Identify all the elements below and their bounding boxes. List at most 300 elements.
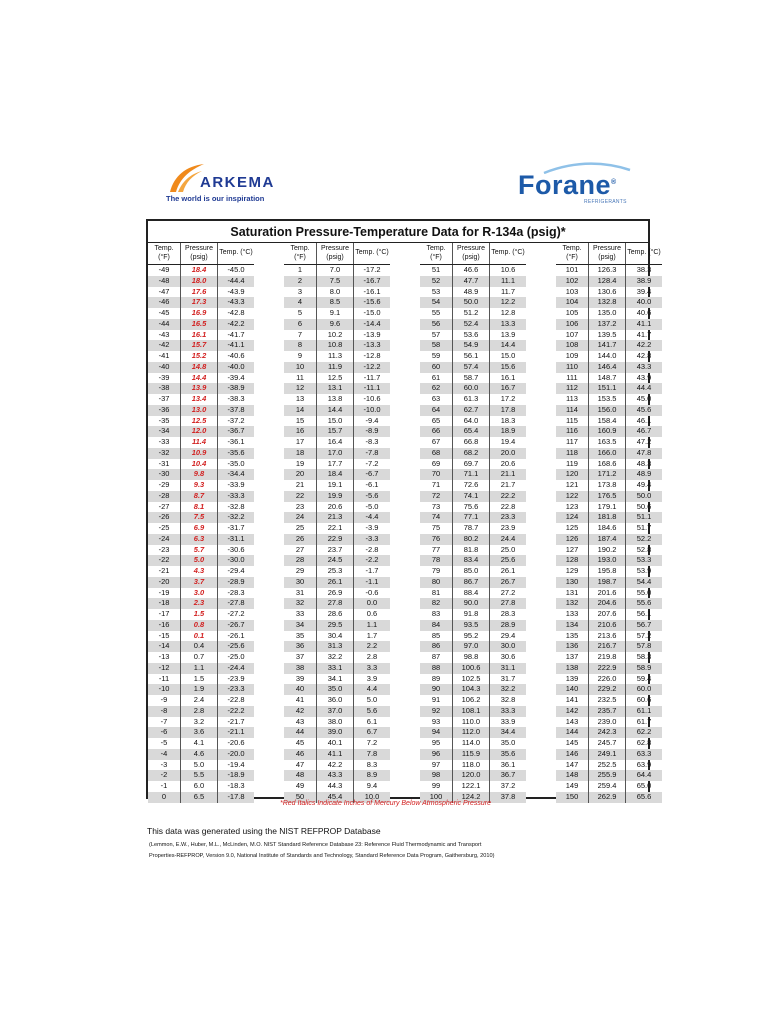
table-row (420, 684, 526, 695)
temp-c-cell: 35.6 (500, 748, 516, 758)
table-row (148, 663, 254, 674)
pressure-cell: 141.7 (588, 340, 626, 351)
temp-f-cell: 26 (295, 533, 305, 543)
table-row (556, 609, 662, 620)
temp-f-cell: 81 (431, 587, 441, 597)
table-row (284, 663, 390, 674)
temp-c-cell: 0.6 (366, 609, 378, 618)
table-row (556, 566, 662, 577)
temp-f-cell: 78 (431, 555, 441, 565)
table-row (284, 598, 390, 609)
pressure-cell: 115.9 (452, 749, 490, 760)
pressure-cell: 16.5 (180, 319, 218, 330)
temp-c-cell: -36.7 (227, 426, 245, 436)
pressure-cell: 40.1 (316, 738, 354, 749)
temp-c-cell: 35.0 (500, 738, 516, 747)
temp-f-cell: 46 (295, 748, 305, 758)
pressure-cell: 120.0 (452, 770, 490, 781)
pressure-cell: 17.0 (316, 448, 354, 459)
pressure-cell: 8.0 (316, 287, 354, 298)
table-row (420, 437, 526, 448)
temp-c-cell: 6.1 (366, 716, 378, 726)
temp-f-cell: -32 (158, 447, 170, 457)
table-row (284, 523, 390, 534)
table-row (284, 577, 390, 588)
temp-f-cell: 85 (431, 630, 441, 640)
temp-c-cell: 3.3 (366, 662, 378, 672)
forane-logo (512, 160, 640, 210)
table-row (284, 491, 390, 502)
pressure-cell: 13.0 (180, 405, 218, 416)
temp-c-cell: 47.8 (636, 447, 652, 457)
temp-f-cell: 95 (431, 738, 441, 747)
temp-c-cell: 0.0 (366, 598, 378, 608)
temp-c-cell: 41.7 (636, 329, 652, 339)
table-row (556, 330, 662, 341)
table-row (284, 684, 390, 695)
table-row (148, 588, 254, 599)
source-title: This data was generated using the NIST REFPROP Database (147, 826, 381, 836)
temp-c-cell: 40.6 (636, 308, 652, 317)
table-title: Saturation Pressure-Temperature Data for R-134a (psig)* (148, 221, 648, 243)
table-row (284, 512, 390, 523)
table-row (148, 308, 254, 319)
temp-f-cell: 108 (565, 340, 579, 350)
temp-f-cell: 73 (431, 501, 441, 511)
pressure-cell: 239.0 (588, 717, 626, 728)
pressure-cell: 37.0 (316, 706, 354, 717)
pressure-cell: 15.7 (316, 426, 354, 437)
table-row (420, 512, 526, 523)
temp-f-cell: 56 (431, 318, 441, 328)
temp-f-cell: 57 (431, 329, 441, 339)
forane-wordmark: Forane® (518, 170, 617, 200)
pressure-cell: 35.0 (316, 684, 354, 695)
temp-c-cell: 43.9 (636, 372, 652, 382)
temp-f-cell: 71 (431, 480, 441, 489)
temp-c-cell: 20.0 (500, 447, 516, 457)
temp-f-cell: -26 (158, 512, 170, 522)
table-row (148, 598, 254, 609)
temp-f-cell: 120 (565, 469, 579, 479)
table-row (148, 706, 254, 717)
pressure-cell: 181.8 (588, 512, 626, 523)
table-row (284, 502, 390, 513)
table-row (420, 609, 526, 620)
table-row (148, 727, 254, 738)
table-row (148, 426, 254, 437)
temp-c-cell: 59.4 (636, 673, 652, 683)
pressure-cell: 16.4 (316, 437, 354, 448)
temp-c-cell: -26.1 (227, 630, 245, 640)
temp-c-cell: 57.8 (636, 641, 652, 651)
temp-f-cell: 13 (295, 394, 305, 403)
temp-f-cell: -21 (158, 566, 170, 575)
table-row (148, 760, 254, 771)
pressure-cell: 144.0 (588, 351, 626, 362)
temp-f-cell: 67 (431, 437, 441, 446)
table-row (284, 631, 390, 642)
pressure-cell: 5.7 (180, 545, 218, 556)
temp-c-cell: 23.9 (500, 523, 516, 532)
table-row (556, 362, 662, 373)
temp-c-cell: -8.3 (365, 437, 379, 446)
temp-f-cell: 128 (565, 555, 579, 565)
temp-f-cell: 130 (565, 576, 579, 586)
pressure-cell: 6.5 (180, 792, 218, 803)
temp-f-cell: 44 (295, 727, 305, 737)
temp-c-cell: 16.1 (500, 372, 516, 382)
temp-c-cell: 15.6 (500, 361, 516, 371)
temp-c-cell: 37.8 (500, 791, 516, 801)
temp-c-cell: 30.6 (500, 652, 516, 661)
pressure-cell: 10.2 (316, 330, 354, 341)
table-row (556, 631, 662, 642)
pressure-cell: 14.4 (180, 373, 218, 384)
table-row (148, 276, 254, 287)
table-row (148, 265, 254, 276)
pressure-cell: 83.4 (452, 555, 490, 566)
pressure-cell: 104.3 (452, 684, 490, 695)
temp-f-cell: 129 (565, 566, 579, 575)
temp-c-cell: -15.0 (363, 308, 381, 317)
temp-c-cell: 7.2 (366, 738, 378, 747)
temp-c-cell: -13.3 (363, 340, 381, 350)
temp-f-cell: 27 (295, 544, 305, 554)
table-row (284, 416, 390, 427)
temp-c-cell: 1.1 (366, 619, 378, 629)
temp-c-cell: 55.0 (636, 587, 652, 597)
pressure-cell: 18.4 (180, 265, 218, 276)
pressure-cell: 0.1 (180, 631, 218, 642)
table-row (148, 781, 254, 792)
temp-f-cell: 17 (295, 437, 305, 446)
column-header: Temp. (°F) (562, 245, 582, 261)
temp-f-cell: 19 (295, 458, 305, 468)
pressure-cell: 2.8 (180, 706, 218, 717)
table-header (420, 243, 526, 265)
temp-f-cell: 132 (565, 598, 579, 608)
temp-c-cell: 62.8 (636, 738, 652, 747)
pressure-cell: 19.9 (316, 491, 354, 502)
table-row (148, 523, 254, 534)
temp-f-cell: 125 (565, 523, 579, 532)
table-row (284, 448, 390, 459)
table-row (148, 491, 254, 502)
table-row (420, 781, 526, 792)
pressure-cell: 2.4 (180, 695, 218, 706)
pressure-cell: 184.6 (588, 523, 626, 534)
table-row (148, 738, 254, 749)
pressure-cell: 90.0 (452, 598, 490, 609)
table-row (284, 287, 390, 298)
temp-c-cell: -33.3 (227, 490, 245, 500)
table-row (420, 319, 526, 330)
temp-f-cell: 40 (295, 684, 305, 694)
temp-c-cell: -23.3 (227, 684, 245, 694)
temp-f-cell: 49 (295, 781, 305, 790)
table-row (148, 620, 254, 631)
pressure-cell: 20.6 (316, 502, 354, 513)
temp-c-cell: -16.1 (363, 286, 381, 296)
temp-f-cell: 89 (431, 673, 441, 683)
temp-f-cell: 140 (565, 684, 579, 694)
column-header: Pressure (psig) (316, 243, 354, 264)
temp-f-cell: 141 (565, 695, 579, 704)
temp-c-cell: -32.2 (227, 512, 245, 522)
table-row (420, 276, 526, 287)
table-row (148, 416, 254, 427)
temp-f-cell: 3 (297, 286, 303, 296)
temp-c-cell: -41.7 (227, 329, 245, 339)
pressure-cell: 71.1 (452, 469, 490, 480)
table-row (556, 469, 662, 480)
pressure-cell: 7.0 (316, 265, 354, 276)
pressure-cell: 5.0 (180, 760, 218, 771)
temp-f-cell: -4 (160, 748, 168, 758)
temp-c-cell: 65.0 (636, 781, 652, 790)
table-row (148, 534, 254, 545)
temp-c-cell: 62.2 (636, 727, 652, 737)
table-row (420, 631, 526, 642)
temp-f-cell: 0 (161, 791, 167, 801)
table-row (284, 727, 390, 738)
table-row (148, 609, 254, 620)
temp-f-cell: -5 (160, 738, 168, 747)
temp-f-cell: 65 (431, 415, 441, 425)
table-row (420, 308, 526, 319)
table-row (556, 394, 662, 405)
pressure-cell: 98.8 (452, 652, 490, 663)
temp-f-cell: 149 (565, 781, 579, 790)
temp-c-cell: -29.4 (227, 566, 245, 575)
temp-c-cell: -22.2 (227, 705, 245, 715)
pressure-cell: 16.1 (180, 330, 218, 341)
pressure-cell: 17.7 (316, 459, 354, 470)
temp-c-cell: 21.7 (500, 480, 516, 489)
temp-f-cell: 20 (295, 469, 305, 479)
pressure-cell: 2.3 (180, 598, 218, 609)
table-row (284, 706, 390, 717)
temp-c-cell: -14.4 (363, 318, 381, 328)
temp-c-cell: 45.0 (636, 394, 652, 403)
pressure-cell: 69.7 (452, 459, 490, 470)
table-row (284, 362, 390, 373)
temp-f-cell: -17 (158, 609, 170, 618)
table-row (284, 652, 390, 663)
table-row (148, 577, 254, 588)
temp-f-cell: 25 (295, 523, 305, 532)
temp-f-cell: 37 (295, 652, 305, 661)
temp-c-cell: 2.2 (366, 641, 378, 651)
table-row (284, 738, 390, 749)
pressure-cell: 204.6 (588, 598, 626, 609)
pressure-cell: 58.7 (452, 373, 490, 384)
table-row (556, 491, 662, 502)
temp-f-cell: 86 (431, 641, 441, 651)
temp-c-cell: 13.9 (500, 329, 516, 339)
pressure-cell: 17.6 (180, 287, 218, 298)
table-row (556, 770, 662, 781)
temp-f-cell: 28 (295, 555, 305, 565)
table-row (420, 426, 526, 437)
temp-c-cell: 32.2 (500, 684, 516, 694)
temp-c-cell: 6.7 (366, 727, 378, 737)
table-row (420, 577, 526, 588)
table-row (284, 330, 390, 341)
temp-f-cell: 8 (297, 340, 303, 350)
temp-c-cell: 47.2 (636, 437, 652, 446)
pressure-cell: 60.0 (452, 383, 490, 394)
table-row (420, 351, 526, 362)
table-row (420, 340, 526, 351)
temp-f-cell: -30 (158, 469, 170, 479)
pressure-cell: 29.5 (316, 620, 354, 631)
temp-c-cell: -31.7 (227, 523, 245, 532)
temp-f-cell: -48 (158, 275, 170, 285)
temp-f-cell: 109 (565, 351, 579, 360)
temp-f-cell: 101 (565, 265, 579, 274)
temp-c-cell: -30.0 (227, 555, 245, 565)
temp-c-cell: 44.4 (636, 383, 652, 393)
temp-f-cell: 35 (295, 630, 305, 640)
table-row (556, 555, 662, 566)
temp-c-cell: 18.3 (500, 415, 516, 425)
temp-f-cell: -43 (158, 329, 170, 339)
pressure-cell: 26.9 (316, 588, 354, 599)
temp-c-cell: 57.2 (636, 630, 652, 640)
temp-c-cell: 25.6 (500, 555, 516, 565)
temp-c-cell: -40.6 (227, 351, 245, 360)
pressure-cell: 43.3 (316, 770, 354, 781)
pressure-cell: 77.1 (452, 512, 490, 523)
temp-c-cell: -19.4 (227, 759, 245, 769)
temp-f-cell: 121 (565, 480, 579, 489)
table-row (148, 351, 254, 362)
table-row (556, 340, 662, 351)
temp-f-cell: 31 (295, 587, 305, 597)
table-row (420, 330, 526, 341)
temp-c-cell: -40.0 (227, 361, 245, 371)
pressure-cell: 102.5 (452, 674, 490, 685)
pressure-cell: 12.5 (180, 416, 218, 427)
pressure-cell: 245.7 (588, 738, 626, 749)
pressure-cell: 26.1 (316, 577, 354, 588)
temp-f-cell: 87 (431, 652, 441, 661)
pressure-cell: 30.4 (316, 631, 354, 642)
temp-f-cell: -15 (158, 630, 170, 640)
pressure-cell: 124.2 (452, 792, 490, 803)
temp-c-cell: 49.4 (636, 480, 652, 489)
temp-f-cell: 6 (297, 318, 303, 328)
temp-f-cell: -31 (158, 458, 170, 468)
temp-f-cell: 113 (566, 394, 578, 403)
pressure-cell: 222.9 (588, 663, 626, 674)
pressure-cell: 9.8 (180, 469, 218, 480)
table-row (420, 416, 526, 427)
table-row (420, 652, 526, 663)
temp-c-cell: -5.0 (365, 501, 379, 511)
temp-c-cell: -44.4 (227, 275, 245, 285)
temp-c-cell: 42.2 (636, 340, 652, 350)
column-header: Temp. (°C) (355, 249, 389, 257)
pressure-cell: 74.1 (452, 491, 490, 502)
temp-c-cell: 45.6 (636, 404, 652, 414)
table-row (420, 362, 526, 373)
temp-f-cell: 131 (565, 587, 579, 597)
pressure-cell: 15.7 (180, 340, 218, 351)
temp-f-cell: 72 (431, 490, 441, 500)
temp-c-cell: 8.3 (366, 759, 378, 769)
temp-f-cell: -22 (158, 555, 170, 565)
temp-f-cell: 137 (565, 652, 579, 661)
pressure-cell: 232.5 (588, 695, 626, 706)
temp-f-cell: 60 (431, 361, 441, 371)
pressure-cell: 81.8 (452, 545, 490, 556)
table-row (420, 588, 526, 599)
temp-f-cell: -45 (158, 308, 170, 317)
temp-f-cell: 76 (431, 533, 441, 543)
pressure-cell: 3.0 (180, 588, 218, 599)
table-row (556, 652, 662, 663)
temp-f-cell: 146 (565, 748, 579, 758)
temp-f-cell: 43 (295, 716, 305, 726)
pressure-cell: 36.0 (316, 695, 354, 706)
table-row (148, 319, 254, 330)
temp-c-cell: -13.9 (363, 329, 381, 339)
temp-f-cell: -13 (158, 652, 170, 661)
table-row (148, 674, 254, 685)
pressure-cell: 14.4 (316, 405, 354, 416)
pressure-cell: 255.9 (588, 770, 626, 781)
table-block-4 (556, 243, 662, 803)
temp-f-cell: 80 (431, 576, 441, 586)
temp-f-cell: 83 (431, 609, 441, 618)
temp-c-cell: 61.7 (636, 716, 652, 726)
temp-c-cell: 5.0 (366, 695, 378, 704)
table-row (556, 287, 662, 298)
temp-c-cell: -18.9 (227, 770, 245, 780)
pressure-cell: 151.1 (588, 383, 626, 394)
temp-c-cell: 53.9 (636, 566, 652, 575)
temp-c-cell: 9.4 (366, 781, 378, 790)
table-row (284, 781, 390, 792)
pressure-cell: 32.2 (316, 652, 354, 663)
temp-c-cell: 48.9 (636, 469, 652, 479)
temp-f-cell: 126 (565, 533, 579, 543)
temp-f-cell: 55 (431, 308, 441, 317)
table-row (420, 480, 526, 491)
temp-c-cell: 60.6 (636, 695, 652, 704)
table-row (420, 545, 526, 556)
temp-c-cell: 11.1 (500, 275, 516, 285)
pressure-cell: 78.7 (452, 523, 490, 534)
temp-f-cell: 138 (565, 662, 579, 672)
table-row (284, 297, 390, 308)
pressure-cell: 47.7 (452, 276, 490, 287)
temp-f-cell: 134 (565, 619, 579, 629)
temp-c-cell: -38.9 (227, 383, 245, 393)
pressure-cell: 86.7 (452, 577, 490, 588)
pressure-cell: 0.7 (180, 652, 218, 663)
temp-c-cell: -26.7 (227, 619, 245, 629)
temp-f-cell: 100 (429, 791, 443, 801)
temp-f-cell: 4 (297, 297, 303, 307)
column-header: Temp. (°C) (491, 249, 525, 257)
temp-c-cell: 13.3 (500, 318, 516, 328)
temp-f-cell: 53 (431, 286, 441, 296)
arkema-wordmark: ARKEMA (200, 174, 275, 191)
